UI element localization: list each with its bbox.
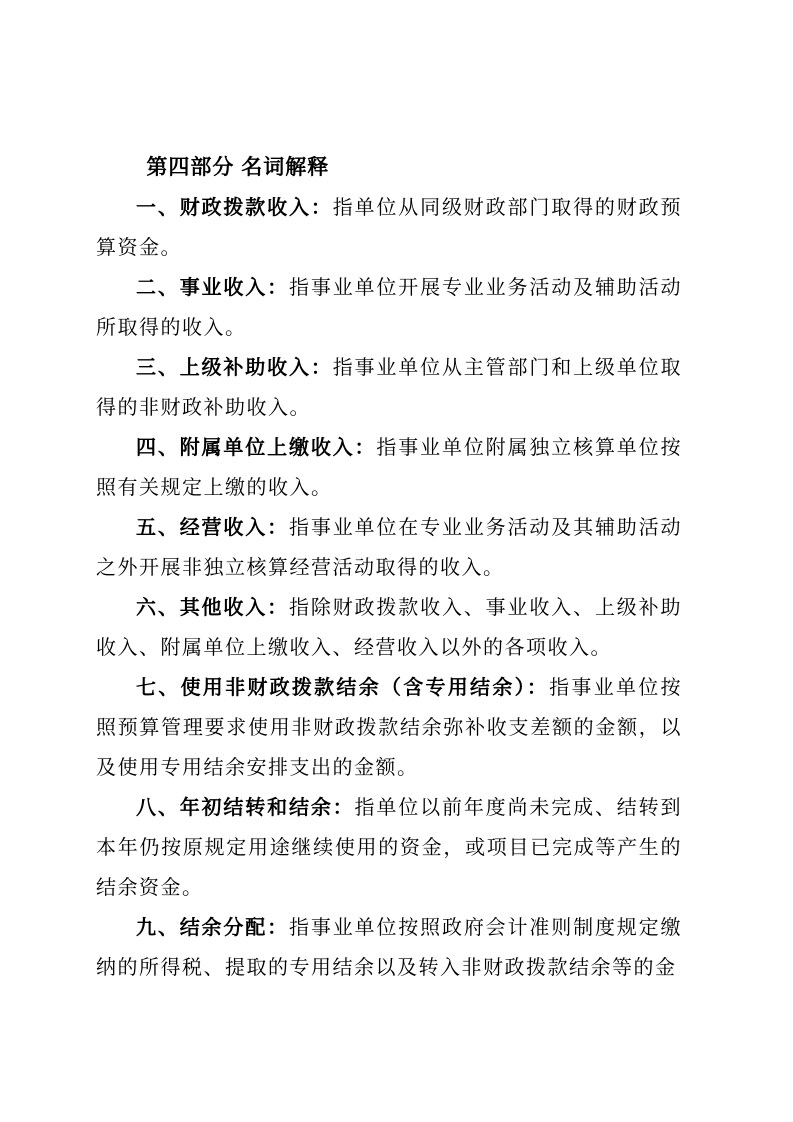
- term-label: 六、其他收入：: [136, 597, 289, 619]
- definition-paragraph: [96, 788, 682, 908]
- term-definition: 指事业单位从主管部门和上级单位取得的非财政补助收入。: [96, 357, 682, 419]
- term-label: 五、经营收入：: [136, 517, 289, 539]
- term-label: 九、结余分配：: [136, 917, 289, 939]
- definition-paragraph: [96, 588, 682, 668]
- term-label: 二、事业收入：: [136, 277, 289, 299]
- term-definition: 指事业单位按照预算管理要求使用非财政拨款结余弥补收支差额的金额，以及使用专用结余安排支出的金额。: [96, 677, 683, 779]
- term-label: 七、使用非财政拨款结余（含专用结余）：: [136, 677, 550, 699]
- definition-paragraph: [96, 348, 682, 428]
- definition-paragraph: [96, 668, 682, 788]
- term-definition: 指单位以前年度尚未完成、结转到本年仍按原规定用途继续使用的资金，或项目已完成等产生的结余资金。: [96, 797, 683, 899]
- term-definition: 指单位从同级财政部门取得的财政预算资金。: [96, 197, 682, 259]
- term-definition: 指事业单位按照政府会计准则制度规定缴纳的所得税、提取的专用结余以及转入非财政拨款结余等的金: [96, 917, 683, 979]
- term-definition: 指除财政拨款收入、事业收入、上级补助收入、附属单位上缴收入、经营收入以外的各项收入。: [96, 597, 683, 659]
- definition-paragraph: [96, 268, 682, 348]
- term-label: 三、上级补助收入：: [136, 357, 333, 379]
- document-content: [96, 148, 682, 988]
- section-title: 第四部分 名词解释: [146, 156, 330, 179]
- term-label: 一、财政拨款收入：: [136, 197, 333, 219]
- term-definition: 指事业单位开展专业业务活动及辅助活动所取得的收入。: [96, 277, 683, 339]
- term-definition: 指事业单位在专业业务活动及其辅助活动之外开展非独立核算经营活动取得的收入。: [96, 517, 683, 579]
- definition-paragraph: [96, 908, 682, 988]
- definition-paragraph: [96, 428, 682, 508]
- term-label: 八、年初结转和结余：: [136, 797, 355, 819]
- definition-paragraph: [96, 508, 682, 588]
- definition-paragraph: [96, 188, 682, 268]
- term-label: 四、附属单位上缴收入：: [136, 437, 377, 459]
- term-definition: 指事业单位附属独立核算单位按照有关规定上缴的收入。: [96, 437, 683, 499]
